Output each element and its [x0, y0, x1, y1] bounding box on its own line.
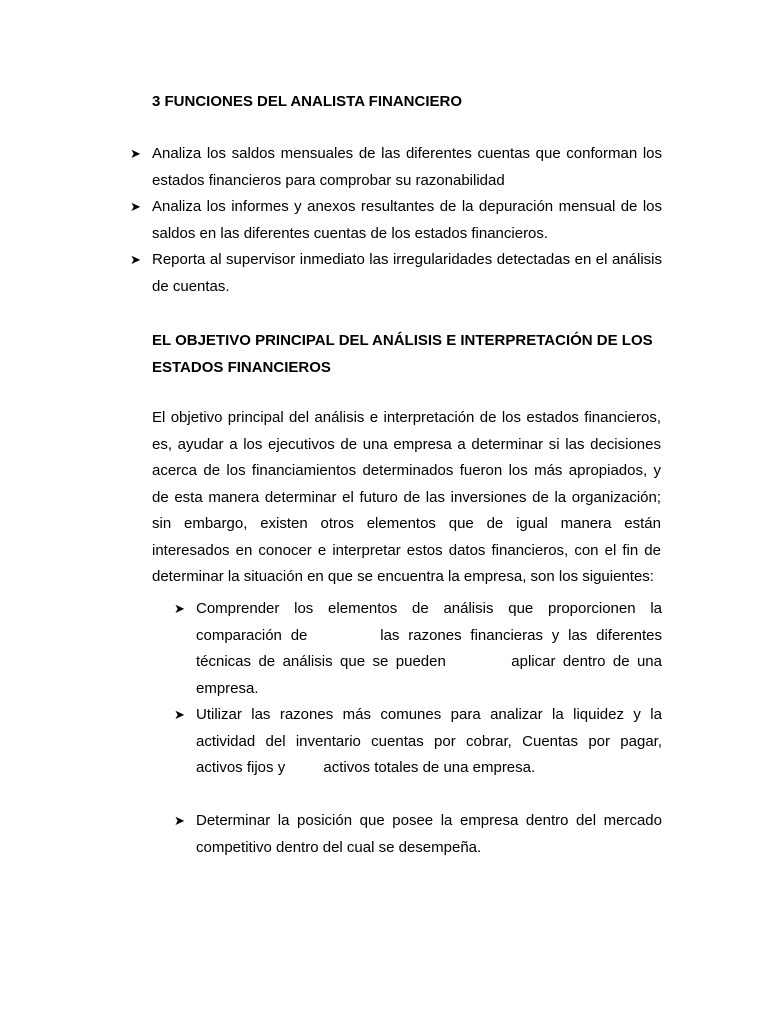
list-item-text: activos totales de una empresa. — [323, 759, 536, 776]
arrowhead-bullet-icon: ➤ — [130, 252, 141, 267]
list-item-text: Analiza los informes y anexos resultantes de la depuración mensual de los saldos en las diferentes cuentas de los estados financieros. — [152, 198, 662, 242]
list-item-text: Determinar la posición que posee la empresa dentro del mercado competitivo dentro del cual se desempeña. — [196, 812, 662, 856]
arrowhead-bullet-icon: ➤ — [174, 707, 185, 722]
list-item-text: las razones financieras y las diferentes técnicas de análisis que se pueden — [196, 626, 663, 670]
list-item — [174, 596, 662, 702]
arrowhead-bullet-icon: ➤ — [130, 146, 141, 161]
objetivo-sublist-2 — [174, 808, 662, 861]
list-item — [174, 808, 662, 861]
list-item-text: Analiza los saldos mensuales de las diferentes cuentas que conforman los estados financieros para comprobar su razonabilidad — [152, 145, 662, 189]
section-title-funciones: 3 FUNCIONES DEL ANALISTA FINANCIERO — [152, 93, 463, 110]
objetivo-sublist — [174, 596, 662, 782]
arrowhead-bullet-icon: ➤ — [174, 601, 185, 616]
list-item-text: Comprender los elementos de análisis que proporcionen la comparación de — [196, 600, 662, 644]
funciones-list — [130, 141, 662, 300]
list-item-text: Utilizar las razones más comunes para analizar la liquidez y la actividad — [196, 706, 662, 750]
list-item — [130, 141, 662, 194]
objetivo-paragraph: El objetivo principal del análisis e interpretación de los estados financieros, es, ayudar a los ejecutivos de una empresa a determinar si las decisiones acerca de los financiamientos determinados fueron los más apropiados, y de esta manera determinar el futuro de las inversiones de la organización; sin embargo, existen otros elementos que de igual manera están interesados en conocer e interpretar estos datos financieros, con el fin de determinar la situación en que se encuentra la empresa, son los siguientes: — [152, 409, 661, 585]
arrowhead-bullet-icon: ➤ — [130, 199, 141, 214]
list-item-text: aplicar dentro de una empresa. — [196, 653, 662, 697]
list-item — [130, 194, 662, 247]
list-item — [174, 702, 662, 782]
arrowhead-bullet-icon: ➤ — [174, 813, 185, 828]
section-title-objetivo: EL OBJETIVO PRINCIPAL DEL ANÁLISIS E INTERPRETACIÓN DE LOS ESTADOS FINANCIEROS — [152, 332, 653, 376]
list-item-text: Reporta al supervisor inmediato las irregularidades detectadas en el análisis de cuentas. — [152, 251, 662, 295]
list-item-text: del inventario cuentas por cobrar, Cuentas por pagar, activos fijos y — [196, 732, 662, 776]
list-item — [130, 247, 662, 300]
